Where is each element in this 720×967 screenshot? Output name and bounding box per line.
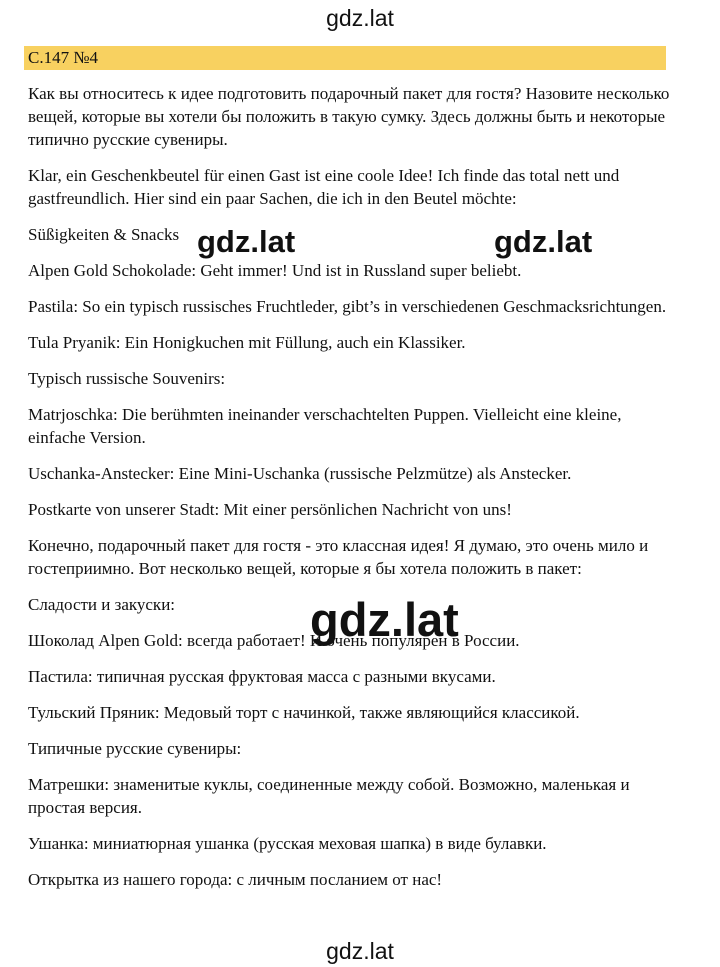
german-item-pastila: Pastila: So ein typisch russisches Fruchtleder, gibt’s in verschiedenen Geschmacksrichtungen. [28,297,667,316]
site-header: gdz.lat [326,5,394,31]
answer-content [28,82,678,904]
russian-intro: Конечно, подарочный пакет для гостя - это классная идея! Я думаю, это очень мило и гостеприимно. Вот несколько вещей, которые я бы хотела положить в пакет: [28,536,649,578]
german-item-chocolate: Alpen Gold Schokolade: Geht immer! Und ist in Russland super beliebt. [28,261,522,280]
watermark-right: gdz.lat [494,224,593,259]
watermark-left: gdz.lat [197,224,296,259]
russian-section-sweets: Сладости и закуски: [28,595,176,614]
russian-item-matryoshka: Матрешки: знаменитые куклы, соединенные между собой. Возможно, маленькая и простая версия. [28,775,630,817]
german-item-postcard: Postkarte von unserer Stadt: Mit einer persönlichen Nachricht von uns! [28,500,512,519]
russian-item-ushanka: Ушанка: миниатюрная ушанка (русская меховая шапка) в виде булавки. [28,834,547,853]
russian-item-chocolate: Шоколад Alpen Gold: всегда работает! И очень популярен в России. [28,631,520,650]
russian-item-pryanik: Тульский Пряник: Медовый торт с начинкой, также являющийся классикой. [28,703,580,722]
german-intro: Klar, ein Geschenkbeutel für einen Gast ist eine coole Idee! Ich finde das total nett und gastfreundlich. Hier sind ein paar Sachen, die ich in den Beutel möchte: [28,166,620,208]
question-text: Как вы относитесь к идее подготовить подарочный пакет для гостя? Назовите несколько вещей, которые вы хотели бы положить в такую сумку. Здесь должны быть и некоторые типично русские сувениры. [28,84,670,149]
german-item-pryanik: Tula Pryanik: Ein Honigkuchen mit Füllung, auch ein Klassiker. [28,333,466,352]
task-heading-bar [24,46,666,70]
russian-section-souvenirs: Типичные русские сувениры: [28,739,242,758]
site-footer: gdz.lat [326,938,394,964]
german-section-sweets: Süßigkeiten & Snacks [28,225,180,244]
watermark-center: gdz.lat [310,593,459,646]
german-item-matryoshka: Matrjoschka: Die berühmten ineinander verschachtelten Puppen. Vielleicht eine kleine, einfache Version. [28,405,622,447]
russian-item-pastila: Пастила: типичная русская фруктовая масса с разными вкусами. [28,667,496,686]
german-item-ushanka: Uschanka-Anstecker: Eine Mini-Uschanka (russische Pelzmütze) als Anstecker. [28,464,572,483]
task-heading: С.147 №4 [28,48,99,67]
german-section-souvenirs: Typisch russische Souvenirs: [28,369,226,388]
russian-item-postcard: Открытка из нашего города: с личным посланием от нас! [28,870,443,889]
